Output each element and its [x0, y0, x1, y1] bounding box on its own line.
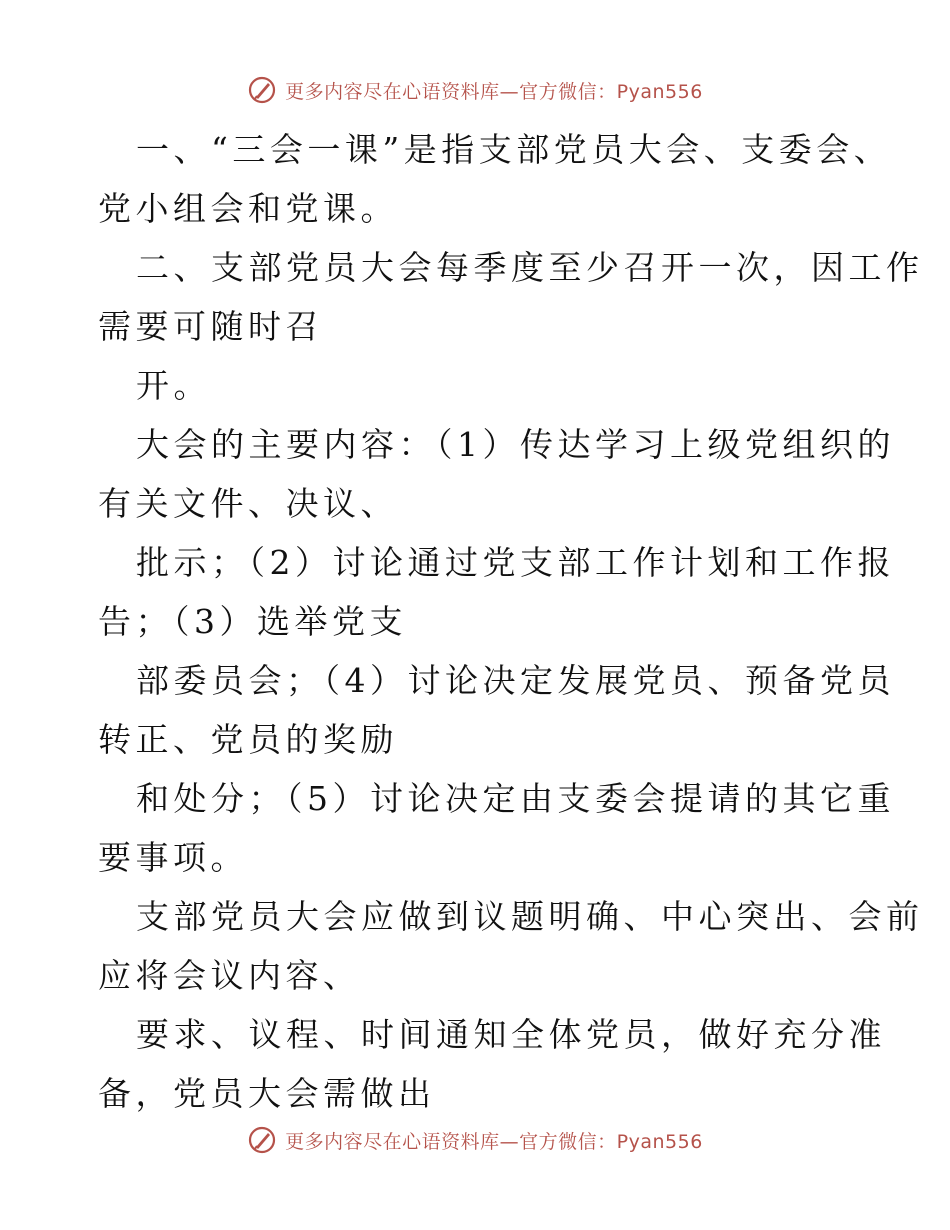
body-line: 党小组会和党课。	[98, 189, 398, 228]
body-line: 开。	[136, 366, 211, 405]
page-header-watermark	[0, 70, 950, 110]
quill-pen-circle-icon	[247, 75, 277, 105]
body-line: 需要可随时召	[98, 307, 323, 346]
body-line: 二、支部党员大会每季度至少召开一次，因工作	[136, 248, 924, 287]
body-line: 支部党员大会应做到议题明确、中心突出、会前	[136, 897, 924, 936]
page-footer-watermark	[0, 1120, 950, 1160]
quill-pen-circle-icon	[247, 1125, 277, 1155]
body-line: 要事项。	[98, 838, 248, 877]
header-promo-text: 更多内容尽在心语资料库—官方微信：Pyan556	[285, 80, 703, 103]
body-line: 部委员会；（4）讨论决定发展党员、预备党员	[136, 661, 895, 700]
body-line: 批示；（2）讨论通过党支部工作计划和工作报	[136, 543, 895, 582]
document-body	[98, 120, 924, 1123]
footer-promo-text: 更多内容尽在心语资料库—官方微信：Pyan556	[285, 1130, 703, 1153]
body-line: 备，党员大会需做出	[98, 1074, 436, 1113]
body-line: 告；（3）选举党支	[98, 602, 407, 641]
body-line: 应将会议内容、	[98, 956, 361, 995]
body-line: 要求、议程、时间通知全体党员，做好充分准	[136, 1015, 886, 1054]
body-line: 和处分；（5）讨论决定由支委会提请的其它重	[136, 779, 895, 818]
body-line: 一、“三会一课”是指支部党员大会、支委会、	[136, 130, 892, 169]
body-line: 大会的主要内容：（1）传达学习上级党组织的	[136, 425, 895, 464]
body-line: 有关文件、决议、	[98, 484, 398, 523]
body-line: 转正、党员的奖励	[98, 720, 398, 759]
